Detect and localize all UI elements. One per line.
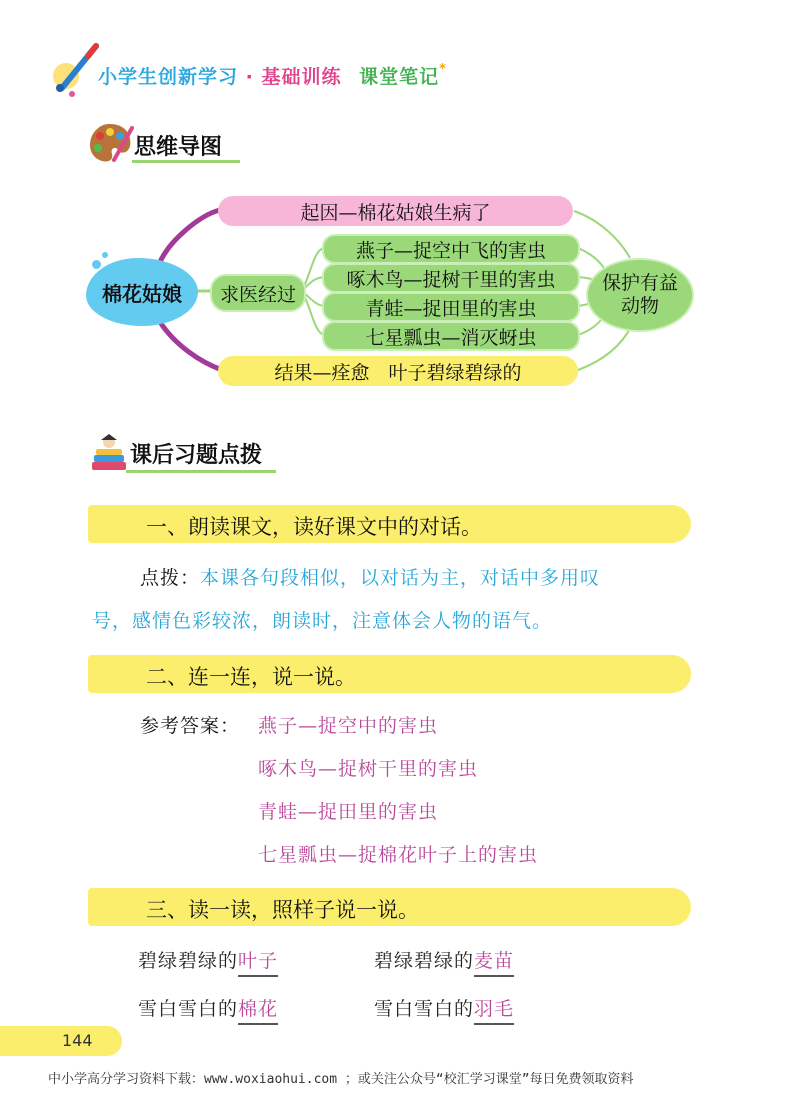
question-bar-3 xyxy=(88,888,691,926)
blob-droplet-small xyxy=(102,252,108,258)
mindmap-branch-node xyxy=(322,234,580,264)
mindmap-conclusion-line2: 动物 xyxy=(620,295,659,317)
phrase-item xyxy=(138,994,278,1021)
phrase-answer: 叶子 xyxy=(238,950,278,977)
answer-item: 啄木鸟—捉树干里的害虫 xyxy=(258,758,479,780)
mindmap-cause-node xyxy=(218,196,573,226)
page-number: 144 xyxy=(62,1031,93,1050)
exercise-heading-underline xyxy=(126,470,276,473)
question-bar-2 xyxy=(88,655,691,693)
mindmap-branch-label: 燕子—捉空中飞的害虫 xyxy=(355,239,546,262)
mindmap-result-node xyxy=(218,356,578,386)
mindmap-conclusion-node xyxy=(586,258,694,332)
exercise-heading: 课后习题点拨 xyxy=(130,443,263,468)
mindmap-branch-node xyxy=(322,263,580,293)
phrase-item xyxy=(374,946,514,973)
mindmap-branch-label: 啄木鸟—捉树干里的害虫 xyxy=(346,268,556,291)
mindmap-branch-node xyxy=(322,292,580,322)
mindmap-process-node xyxy=(210,274,306,312)
book-stack-icon xyxy=(88,432,130,474)
question-1-text: 一、朗读课文，读好课文中的对话。 xyxy=(146,515,482,539)
banner-title-part2: 基础训练 xyxy=(261,66,342,88)
question-3-text: 三、读一读，照样子说一说。 xyxy=(146,898,419,922)
banner-dot: · xyxy=(245,66,254,88)
mindmap-cause-label: 起因—棉花姑娘生病了 xyxy=(300,201,491,224)
banner-title-part3: 课堂笔记 xyxy=(359,66,440,88)
phrase-answer: 棉花 xyxy=(238,998,278,1025)
answer-item: 青蛙—捉田里的害虫 xyxy=(258,801,439,823)
mindmap-branch-node xyxy=(322,321,580,351)
banner-star: * xyxy=(439,62,447,77)
banner-title-part1: 小学生创新学习 xyxy=(98,66,239,88)
phrase-item xyxy=(374,994,514,1021)
tip-line-1 xyxy=(140,563,600,590)
tip-text-line1: 本课各句段相似，以对话为主，对话中多用叹 xyxy=(200,567,601,589)
mindmap-process-label: 求医经过 xyxy=(219,283,296,306)
mindmap-conclusion-line1: 保护有益 xyxy=(601,272,678,295)
phrase-answer: 羽毛 xyxy=(474,998,514,1025)
phrase-item xyxy=(138,946,278,973)
page-number-tab xyxy=(0,1026,122,1056)
tip-text-line2: 号，感情色彩较浓，朗读时，注意体会人物的语气。 xyxy=(92,610,553,632)
phrase-prefix: 雪白雪白的 xyxy=(138,998,239,1020)
mindmap-heading: 思维导图 xyxy=(134,135,223,160)
answer-item: 燕子—捉空中的害虫 xyxy=(258,715,439,737)
phrase-answer: 麦苗 xyxy=(474,950,514,977)
mindmap-center-label: 棉花姑娘 xyxy=(102,281,182,306)
question-bar-1 xyxy=(88,505,691,543)
mindmap-center-node xyxy=(86,258,198,326)
answer-label: 参考答案： xyxy=(140,715,241,737)
question-2-text: 二、连一连，说一说。 xyxy=(146,665,356,689)
footer-note: 中小学高分学习资料下载：www.woxiaohui.com ；或关注公众号“校汇学习课堂”每日免费领取资料 xyxy=(48,1072,634,1087)
mindmap-result-label: 结果—痊愈 叶子碧绿碧绿的 xyxy=(274,361,522,384)
phrase-prefix: 碧绿碧绿的 xyxy=(374,950,475,972)
answer-item: 七星瓢虫—捉棉花叶子上的害虫 xyxy=(258,844,539,866)
phrase-prefix: 雪白雪白的 xyxy=(374,998,475,1020)
mindmap-branch-label: 青蛙—捉田里的害虫 xyxy=(365,297,537,320)
tip-label: 点拨： xyxy=(140,567,201,589)
mindmap-branch-label: 七星瓢虫—消灭蚜虫 xyxy=(365,326,537,349)
phrase-prefix: 碧绿碧绿的 xyxy=(138,950,239,972)
blob-droplet xyxy=(92,260,101,269)
